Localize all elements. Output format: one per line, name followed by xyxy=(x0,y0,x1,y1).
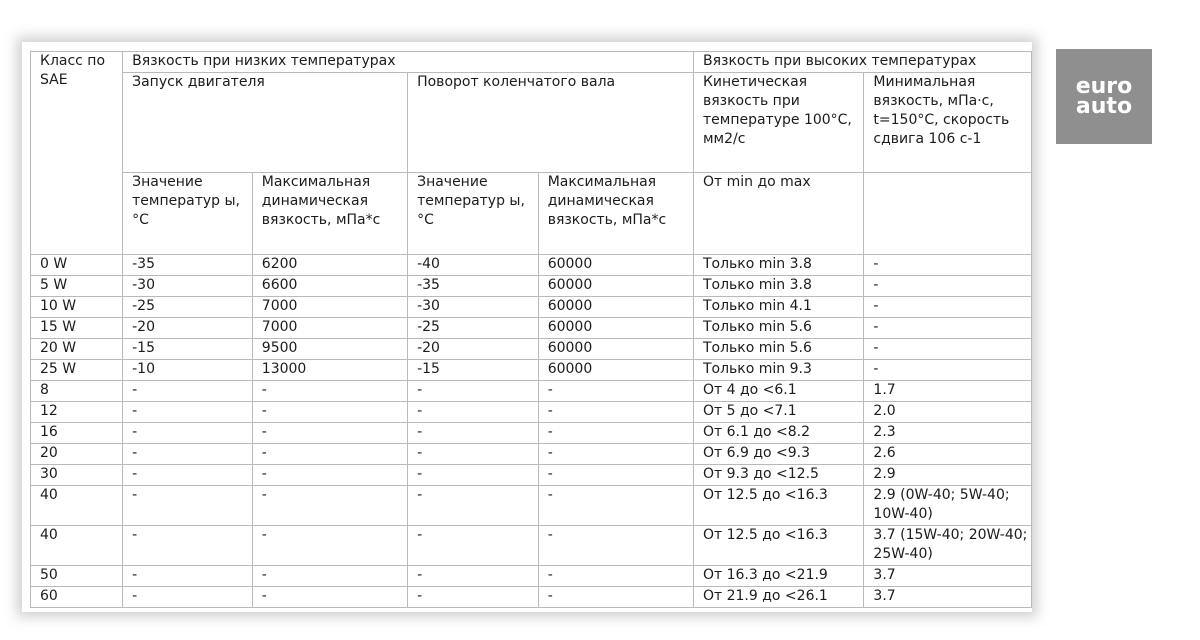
table-row xyxy=(31,339,1032,360)
cell-kinematic: Только min 5.6 xyxy=(693,318,863,339)
cell-class: 8 xyxy=(31,381,123,402)
cell-kinematic: От 4 до <6.1 xyxy=(693,381,863,402)
cell-start-viscosity: - xyxy=(252,526,407,566)
cell-start-temp: - xyxy=(123,423,253,444)
cell-start-temp: - xyxy=(123,402,253,423)
cell-class: 40 xyxy=(31,486,123,526)
cell-min-viscosity: - xyxy=(864,297,1032,318)
cell-crank-temp: - xyxy=(408,444,539,465)
table-row xyxy=(31,526,1032,566)
viscosity-table-card xyxy=(22,42,1032,612)
cell-kinematic: От 5 до <7.1 xyxy=(693,402,863,423)
cell-min-viscosity: 1.7 xyxy=(864,381,1032,402)
table-row xyxy=(31,566,1032,587)
cell-crank-viscosity: 60000 xyxy=(538,318,693,339)
cell-crank-temp: -35 xyxy=(408,276,539,297)
cell-crank-temp: -15 xyxy=(408,360,539,381)
cell-crank-viscosity: - xyxy=(538,423,693,444)
cell-crank-temp: -30 xyxy=(408,297,539,318)
cell-kinematic: От 9.3 до <12.5 xyxy=(693,465,863,486)
cell-crank-viscosity: - xyxy=(538,444,693,465)
cell-kinematic: От 21.9 до <26.1 xyxy=(693,587,863,608)
header-empty xyxy=(864,173,1032,255)
header-low-temp: Вязкость при низких температурах xyxy=(123,52,694,73)
cell-kinematic: От 12.5 до <16.3 xyxy=(693,486,863,526)
cell-start-viscosity: - xyxy=(252,423,407,444)
header-crank-rotation: Поворот коленчатого вала xyxy=(408,73,694,173)
cell-crank-viscosity: - xyxy=(538,381,693,402)
table-row xyxy=(31,360,1032,381)
cell-start-temp: - xyxy=(123,566,253,587)
cell-crank-temp: - xyxy=(408,465,539,486)
logo-text-auto: auto xyxy=(1075,94,1133,119)
cell-class: 12 xyxy=(31,402,123,423)
cell-start-viscosity: 7000 xyxy=(252,297,407,318)
cell-crank-temp: -25 xyxy=(408,318,539,339)
table-body xyxy=(31,255,1032,608)
cell-start-viscosity: - xyxy=(252,465,407,486)
cell-start-temp: -35 xyxy=(123,255,253,276)
cell-class: 25 W xyxy=(31,360,123,381)
cell-start-temp: -10 xyxy=(123,360,253,381)
cell-class: 40 xyxy=(31,526,123,566)
cell-class: 60 xyxy=(31,587,123,608)
cell-start-temp: -25 xyxy=(123,297,253,318)
cell-crank-temp: - xyxy=(408,402,539,423)
cell-min-viscosity: 2.6 xyxy=(864,444,1032,465)
cell-min-viscosity: - xyxy=(864,276,1032,297)
cell-start-temp: - xyxy=(123,465,253,486)
cell-crank-temp: - xyxy=(408,587,539,608)
cell-start-viscosity: 13000 xyxy=(252,360,407,381)
cell-min-viscosity: 2.3 xyxy=(864,423,1032,444)
cell-start-temp: - xyxy=(123,486,253,526)
cell-kinematic: Только min 9.3 xyxy=(693,360,863,381)
cell-min-viscosity: - xyxy=(864,318,1032,339)
header-min-max: От min до max xyxy=(693,173,863,255)
cell-kinematic: Только min 3.8 xyxy=(693,255,863,276)
cell-class: 16 xyxy=(31,423,123,444)
table-row xyxy=(31,297,1032,318)
cell-kinematic: Только min 4.1 xyxy=(693,297,863,318)
cell-start-temp: - xyxy=(123,381,253,402)
header-temp-value-start: Значение температур ы, °С xyxy=(123,173,253,255)
table-row xyxy=(31,423,1032,444)
cell-min-viscosity: 3.7 xyxy=(864,587,1032,608)
cell-crank-temp: - xyxy=(408,381,539,402)
cell-crank-viscosity: 60000 xyxy=(538,297,693,318)
cell-crank-viscosity: 60000 xyxy=(538,360,693,381)
cell-class: 20 W xyxy=(31,339,123,360)
table-row xyxy=(31,381,1032,402)
cell-class: 10 W xyxy=(31,297,123,318)
table-row xyxy=(31,587,1032,608)
cell-crank-temp: -20 xyxy=(408,339,539,360)
table-row xyxy=(31,486,1032,526)
table-row xyxy=(31,465,1032,486)
cell-start-viscosity: 6200 xyxy=(252,255,407,276)
cell-start-temp: - xyxy=(123,444,253,465)
table-header xyxy=(31,52,1032,255)
cell-start-temp: -20 xyxy=(123,318,253,339)
header-min-viscosity: Минимальная вязкость, мПа·с, t=150°С, скорость сдвига 106 с-1 xyxy=(864,73,1032,173)
table-row xyxy=(31,444,1032,465)
cell-kinematic: Только min 3.8 xyxy=(693,276,863,297)
cell-min-viscosity: 3.7 xyxy=(864,566,1032,587)
cell-class: 20 xyxy=(31,444,123,465)
header-kinematic-viscosity: Кинетическая вязкость при температуре 100°С, мм2/с xyxy=(693,73,863,173)
cell-start-viscosity: - xyxy=(252,381,407,402)
cell-crank-viscosity: - xyxy=(538,402,693,423)
table-row xyxy=(31,402,1032,423)
cell-start-temp: - xyxy=(123,526,253,566)
cell-crank-viscosity: - xyxy=(538,486,693,526)
cell-start-viscosity: 9500 xyxy=(252,339,407,360)
cell-crank-temp: - xyxy=(408,526,539,566)
header-max-dyn-viscosity-crank: Максимальная динамическая вязкость, мПа*с xyxy=(538,173,693,255)
header-high-temp: Вязкость при высоких температурах xyxy=(693,52,1031,73)
cell-crank-viscosity: 60000 xyxy=(538,339,693,360)
cell-start-viscosity: 7000 xyxy=(252,318,407,339)
header-max-dyn-viscosity-start: Максимальная динамическая вязкость, мПа*с xyxy=(252,173,407,255)
cell-crank-viscosity: - xyxy=(538,566,693,587)
cell-start-temp: - xyxy=(123,587,253,608)
cell-class: 50 xyxy=(31,566,123,587)
cell-start-temp: -30 xyxy=(123,276,253,297)
cell-min-viscosity: - xyxy=(864,360,1032,381)
cell-class: 5 W xyxy=(31,276,123,297)
cell-crank-temp: -40 xyxy=(408,255,539,276)
cell-min-viscosity: 2.9 xyxy=(864,465,1032,486)
cell-crank-viscosity: - xyxy=(538,526,693,566)
cell-crank-viscosity: - xyxy=(538,587,693,608)
table-row xyxy=(31,318,1032,339)
cell-start-viscosity: - xyxy=(252,402,407,423)
cell-class: 0 W xyxy=(31,255,123,276)
table-row xyxy=(31,276,1032,297)
cell-min-viscosity: - xyxy=(864,255,1032,276)
cell-crank-viscosity: - xyxy=(538,465,693,486)
euroauto-logo xyxy=(1056,49,1152,144)
cell-crank-temp: - xyxy=(408,566,539,587)
cell-start-viscosity: - xyxy=(252,566,407,587)
cell-kinematic: От 6.1 до <8.2 xyxy=(693,423,863,444)
table-row xyxy=(31,255,1032,276)
logo-text-euro: euro xyxy=(1075,74,1133,99)
cell-kinematic: От 12.5 до <16.3 xyxy=(693,526,863,566)
header-engine-start: Запуск двигателя xyxy=(123,73,408,173)
header-temp-value-crank: Значение температур ы, °С xyxy=(408,173,539,255)
cell-min-viscosity: 3.7 (15W-40; 20W-40; 25W-40) xyxy=(864,526,1032,566)
cell-min-viscosity: 2.9 (0W-40; 5W-40; 10W-40) xyxy=(864,486,1032,526)
cell-class: 15 W xyxy=(31,318,123,339)
cell-crank-viscosity: 60000 xyxy=(538,255,693,276)
cell-kinematic: Только min 5.6 xyxy=(693,339,863,360)
cell-start-viscosity: - xyxy=(252,444,407,465)
cell-crank-viscosity: 60000 xyxy=(538,276,693,297)
cell-min-viscosity: - xyxy=(864,339,1032,360)
cell-start-viscosity: - xyxy=(252,486,407,526)
cell-crank-temp: - xyxy=(408,423,539,444)
cell-start-viscosity: - xyxy=(252,587,407,608)
cell-min-viscosity: 2.0 xyxy=(864,402,1032,423)
cell-kinematic: От 16.3 до <21.9 xyxy=(693,566,863,587)
cell-start-temp: -15 xyxy=(123,339,253,360)
cell-class: 30 xyxy=(31,465,123,486)
cell-crank-temp: - xyxy=(408,486,539,526)
cell-kinematic: От 6.9 до <9.3 xyxy=(693,444,863,465)
sae-viscosity-table xyxy=(30,51,1032,608)
header-sae-class: Класс по SAE xyxy=(31,52,123,255)
cell-start-viscosity: 6600 xyxy=(252,276,407,297)
